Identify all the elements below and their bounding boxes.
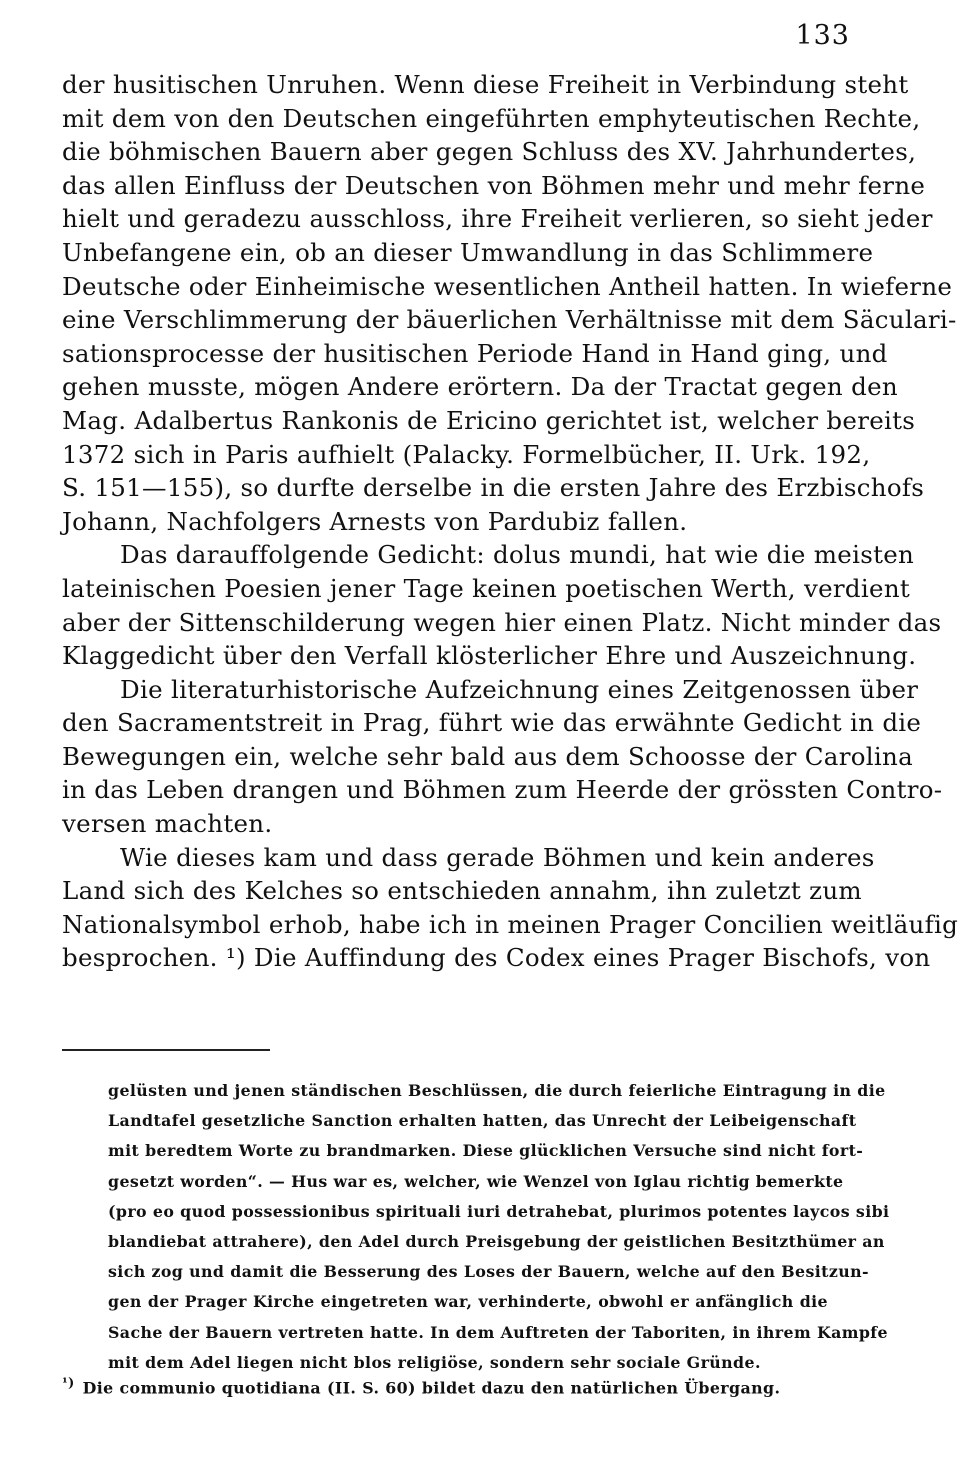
text-line: lateinischen Poesien jener Tage keinen poetischen Werth, verdient xyxy=(62,573,911,603)
text-line: Bewegungen ein, welche sehr bald aus dem Schoosse der Carolina xyxy=(62,741,914,771)
note-line: mit beredtem Worte zu brandmarken. Diese glücklichen Versuche sind nicht fort- xyxy=(108,1141,864,1161)
text-line: gehen musste, mögen Andere erörtern. Da der Tractat gegen den xyxy=(62,372,898,402)
footnote-separator xyxy=(62,1049,270,1051)
text-line: Wie dieses kam und dass gerade Böhmen und kein anderes xyxy=(120,842,875,872)
note-line: blandiebat attrahere), den Adel durch Preisgebung der geistlichen Besitzthümer an xyxy=(108,1231,885,1251)
text-line: Die literaturhistorische Aufzeichnung eines Zeitgenossen über xyxy=(120,674,919,704)
text-line: Das darauffolgende Gedicht: dolus mundi, hat wie die meisten xyxy=(120,540,915,570)
text-line: die böhmischen Bauern aber gegen Schluss des XV. Jahrhundertes, xyxy=(62,137,917,167)
note-line: gesetzt worden“. — Hus war es, welcher, wie Wenzel von Iglau richtig bemerkte xyxy=(108,1171,844,1191)
text-line: S. 151—155), so durfte derselbe in die ersten Jahre des Erzbischofs xyxy=(62,473,925,503)
text-line: Land sich des Kelches so entschieden annahm, ihn zuletzt zum xyxy=(62,876,862,906)
text-line: Johann, Nachfolgers Arnests von Pardubiz fallen. xyxy=(62,506,688,536)
note-line: gen der Prager Kirche eingetreten war, verhinderte, obwohl er anfänglich die xyxy=(108,1292,828,1312)
text-line: eine Verschlimmerung der bäuerlichen Verhältnisse mit dem Säculari- xyxy=(62,305,957,335)
text-line: den Sacramentstreit in Prag, führt wie das erwähnte Gedicht in die xyxy=(62,708,922,738)
note-line: mit dem Adel liegen nicht blos religiöse, sondern sehr sociale Gründe. xyxy=(108,1352,761,1372)
note-line: (pro eo quod possessionibus spirituali iuri detrahebat, plurimos potentes laycos sibi xyxy=(108,1201,890,1221)
footnote-text: Die communio quotidiana (II. S. 60) bildet dazu den natürlichen Übergang. xyxy=(82,1378,781,1398)
text-line: 1372 sich in Paris aufhielt (Palacky. Formelbücher, II. Urk. 192, xyxy=(62,439,871,469)
note-line: sich zog und damit die Besserung des Loses der Bauern, welche auf den Besitzun- xyxy=(108,1262,869,1282)
text-line: das allen Einfluss der Deutschen von Böhmen mehr und mehr ferne xyxy=(62,170,926,200)
text-line: in das Leben drangen und Böhmen zum Heerde der grössten Contro- xyxy=(62,775,943,805)
note-line: Landtafel gesetzliche Sanction erhalten hatten, das Unrecht der Leibeigenschaft xyxy=(108,1111,857,1131)
note-line: gelüsten und jenen ständischen Beschlüssen, die durch feierliche Eintragung in die xyxy=(108,1081,886,1100)
text-line: sationsprocesse der husitischen Periode Hand in Hand ging, und xyxy=(62,338,888,368)
text-line: der husitischen Unruhen. Wenn diese Freiheit in Verbindung steht xyxy=(62,70,909,99)
text-line: mit dem von den Deutschen eingeführten emphyteutischen Rechte, xyxy=(62,103,921,133)
text-line: versen machten. xyxy=(62,809,273,839)
footnote-1 xyxy=(62,1376,802,1397)
footnote-marker: ¹) xyxy=(62,1376,75,1391)
note-line: Sache der Bauern vertreten hatte. In dem Auftreten der Taboriten, in ihrem Kampfe xyxy=(108,1322,888,1342)
page-number: 133 xyxy=(795,20,850,51)
text-line: Unbefangene ein, ob an dieser Umwandlung in das Schlimmere xyxy=(62,237,874,267)
text-line: Deutsche oder Einheimische wesentlichen Antheil hatten. In wieferne xyxy=(62,271,953,301)
text-line: hielt und geradezu ausschloss, ihre Freiheit verlieren, so sieht jeder xyxy=(62,204,933,234)
text-line: Nationalsymbol erhob, habe ich in meinen Prager Concilien weitläufig xyxy=(62,909,959,939)
text-line: Klaggedicht über den Verfall klösterlicher Ehre und Auszeichnung. xyxy=(62,641,917,671)
main-text xyxy=(62,68,959,975)
text-line: besprochen. ¹) Die Auffindung des Codex eines Prager Bischofs, von xyxy=(62,943,931,973)
text-line: aber der Sittenschilderung wegen hier einen Platz. Nicht minder das xyxy=(62,607,942,637)
continued-footnote xyxy=(108,1076,890,1378)
text-line: Mag. Adalbertus Rankonis de Ericino gerichtet ist, welcher bereits xyxy=(62,405,916,435)
